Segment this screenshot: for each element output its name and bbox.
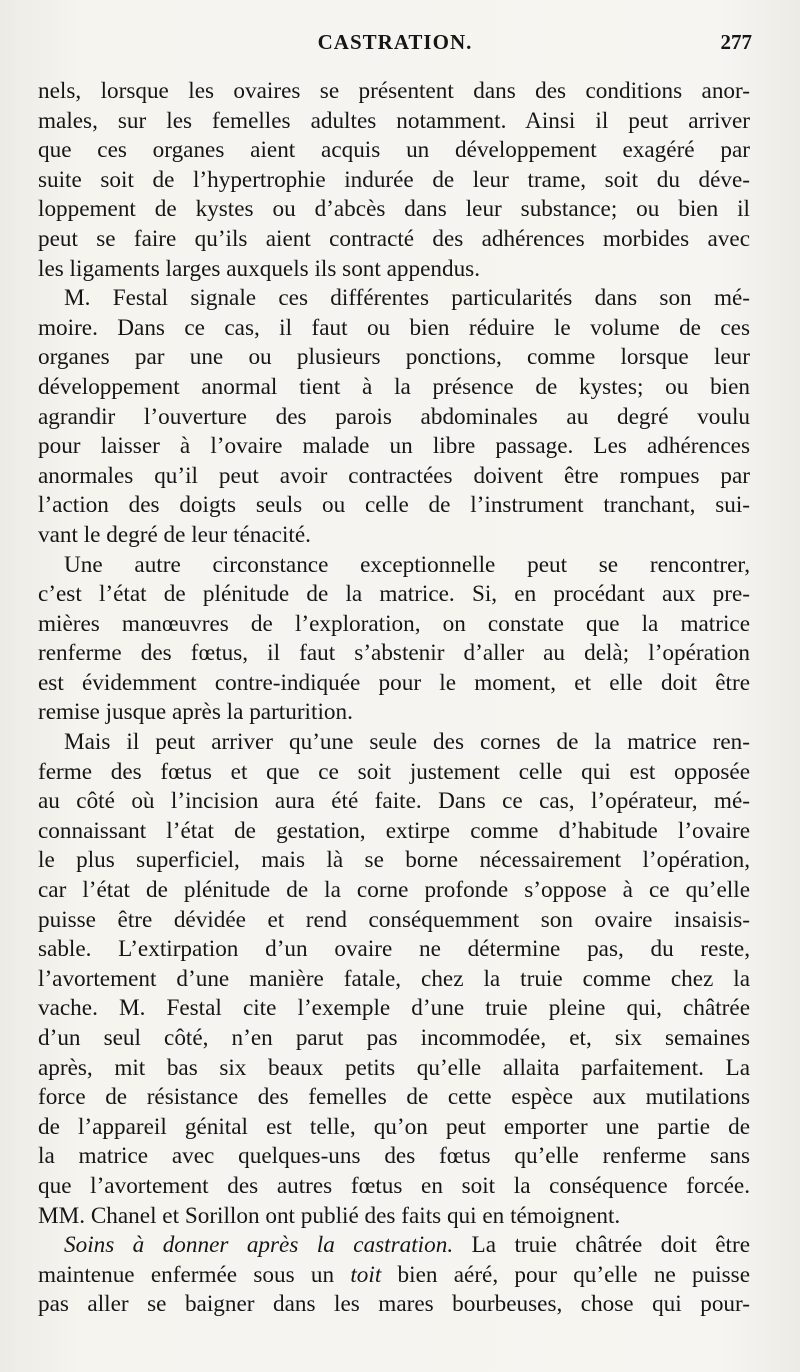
text-line: car l’état de plénitude de la corne profonde s’oppose à ce qu’elle: [38, 877, 750, 904]
text-line: Mais il peut arriver qu’une seule des cornes de la matrice ren-: [64, 729, 750, 756]
text-line: Une autre circonstance exceptionnelle peut se rencontrer,: [64, 551, 750, 578]
text-run: bien aéré, pour qu’elle ne puisse: [381, 1261, 750, 1288]
text-line: vant le degré de leur ténacité.: [38, 521, 311, 548]
text-line: remise jusque après la parturition.: [38, 699, 353, 726]
text-line: le plus superficiel, mais là se borne nécessairement l’opération,: [38, 847, 750, 874]
text-line: l’action des doigts seuls ou celle de l’instrument tranchant, sui-: [38, 492, 750, 519]
text-run: maintenue enfermée sous un: [38, 1261, 351, 1288]
text-line: vache. M. Festal cite l’exemple d’une truie pleine qui, châtrée: [38, 995, 750, 1022]
text-line: les ligaments larges auxquels ils sont appendus.: [38, 255, 481, 282]
text-line: que l’avortement des autres fœtus en soit la conséquence forcée.: [38, 1172, 750, 1199]
text-line: peut se faire qu’ils aient contracté des adhérences morbides avec: [38, 225, 750, 252]
body-text: [38, 77, 750, 1320]
text-line: de l’appareil génital est telle, qu’on peut emporter une partie de: [38, 1113, 750, 1140]
text-line: l’avortement d’une manière fatale, chez la truie comme chez la: [38, 965, 750, 992]
text-line: connaissant l’état de gestation, extirpe comme d’habitude l’ovaire: [38, 817, 750, 844]
text-line: développement anormal tient à la présence de kystes; ou bien: [38, 373, 750, 400]
running-title: CASTRATION.: [317, 30, 473, 54]
text-line: que ces organes aient acquis un développement exagéré par: [38, 137, 750, 164]
text-line: MM. Chanel et Sorillon ont publié des faits qui en témoignent.: [38, 1202, 621, 1229]
italic-word: toit: [350, 1261, 382, 1288]
page-number: 277: [720, 30, 752, 54]
section-heading-italic: Soins à donner après la castration.: [64, 1232, 454, 1259]
text-line: [38, 1261, 750, 1291]
text-line: d’un seul côté, n’en parut pas incommodée, et, six semaines: [38, 1025, 750, 1051]
text-line: nels, lorsque les ovaires se présentent dans des conditions anor-: [38, 78, 750, 104]
text-line: au côté où l’incision aura été faite. Dans ce cas, l’opérateur, mé-: [38, 788, 750, 815]
text-line: organes par une ou plusieurs ponctions, comme lorsque leur: [38, 344, 750, 371]
text-line: males, sur les femelles adultes notamment. Ainsi il peut arriver: [38, 107, 750, 134]
text-line: la matrice avec quelques-uns des fœtus qu’elle renferme sans: [38, 1143, 750, 1170]
text-line: sable. L’extirpation d’un ovaire ne détermine pas, du reste,: [38, 936, 750, 963]
text-line: pour laisser à l’ovaire malade un libre passage. Les adhérences: [38, 433, 750, 460]
text-line: anormales qu’il peut avoir contractées doivent être rompues par: [38, 462, 750, 489]
text-line: renferme des fœtus, il faut s’abstenir d’aller au delà; l’opération: [38, 640, 750, 667]
text-line: loppement de kystes ou d’abcès dans leur substance; ou bien il: [38, 196, 750, 223]
text-line: c’est l’état de plénitude de la matrice. Si, en procédant aux pre-: [38, 581, 750, 608]
text-line: après, mit bas six beaux petits qu’elle allaita parfaitement. La: [38, 1054, 750, 1081]
text-line: ferme des fœtus et que ce soit justement celle qui est opposée: [38, 758, 750, 785]
text-line: force de résistance des femelles de cette espèce aux mutilations: [38, 1084, 750, 1111]
page-header: [38, 30, 752, 64]
text-line: suite soit de l’hypertrophie indurée de leur trame, soit du déve-: [38, 166, 750, 193]
text-line: puisse être dévidée et rend conséquemment son ovaire insaisis-: [38, 906, 750, 933]
text-line: moire. Dans ce cas, il faut ou bien réduire le volume de ces: [38, 314, 750, 341]
text-line: M. Festal signale ces différentes particularités dans son mé-: [64, 285, 750, 312]
text-line: est évidemment contre-indiquée pour le moment, et elle doit être: [38, 669, 750, 696]
text-run: La truie châtrée doit être: [453, 1232, 750, 1259]
text-line: [38, 1231, 750, 1261]
text-line: pas aller se baigner dans les mares bourbeuses, chose qui pour-: [38, 1291, 750, 1318]
text-line: mières manœuvres de l’exploration, on constate que la matrice: [38, 610, 750, 637]
text-line: agrandir l’ouverture des parois abdominales au degré voulu: [38, 403, 750, 430]
